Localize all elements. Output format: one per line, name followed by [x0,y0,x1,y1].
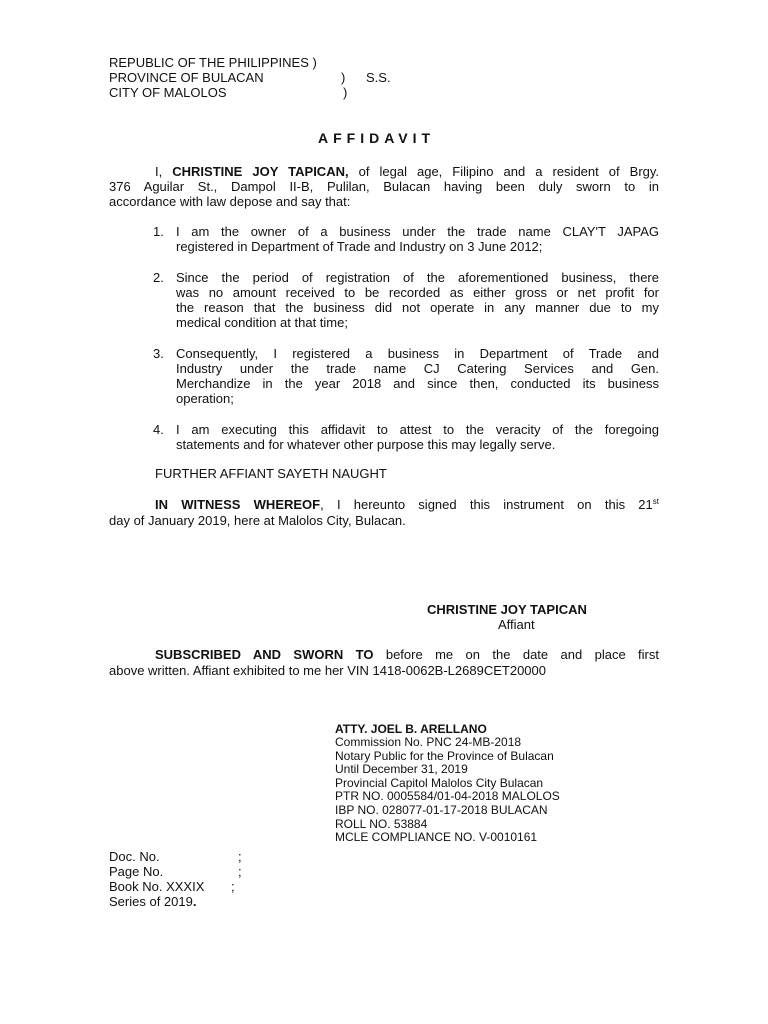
notary-line: Until December 31, 2019 [335,762,468,777]
venue-line-province: PROVINCE OF BULACAN [109,70,264,85]
item-4-line: I am executing this affidavit to attest to the veracity of the foregoing [176,422,659,437]
item-4-line: statements and for whatever other purpose this may legally serve. [176,437,556,452]
item-3-line: Merchandize in the year 2018 and since then, conducted its business [176,376,659,391]
notary-line: PTR NO. 0005584/01-04-2018 MALOLOS [335,789,560,804]
item-number: 3. [153,346,164,361]
item-3-line: operation; [176,391,234,406]
sworn-line-1 [155,647,659,662]
item-1-line: registered in Department of Trade and Industry on 3 June 2012; [176,239,543,254]
venue-line-republic: REPUBLIC OF THE PHILIPPINES ) [109,55,317,70]
venue-paren: ) [341,70,346,85]
notary-name: ATTY. JOEL B. ARELLANO [335,722,487,736]
notary-line: Commission No. PNC 24-MB-2018 [335,735,522,749]
sworn-rest: before me on the date and place first [373,647,660,662]
affiant-name-inline: CHRISTINE JOY TAPICAN, [172,164,349,179]
affiant-role: Affiant [498,617,535,632]
docket-doc: Doc. No. [109,849,160,864]
notary-line: Provincial Capitol Malolos City Bulacan [335,775,544,790]
notary-line: ROLL NO. 53884 [335,816,428,831]
docket-series-text: Series of 2019 [109,894,193,909]
notary-line: MCLE COMPLIANCE NO. V-0010161 [335,830,538,845]
venue-paren: ) [343,85,348,100]
witness-line-1 [155,497,659,512]
intro-rest: of legal age, Filipino and a resident of Brgy. [348,164,660,179]
witness-rest: , I hereunto signed this instrument on this 21 [320,497,653,512]
further-affiant: FURTHER AFFIANT SAYETH NAUGHT [155,466,387,481]
docket-sep: ; [238,864,242,879]
notary-line: IBP NO. 028077-01-17-2018 BULACAN [335,802,548,817]
item-1-line: I am the owner of a business under the trade name CLAY'T JAPAG [176,224,659,239]
sworn-line-2: above written. Affiant exhibited to me her VIN 1418-0062B-L2689CET20000 [109,663,546,678]
venue-line-city: CITY OF MALOLOS [109,85,227,100]
witness-heading: IN WITNESS WHEREOF [155,497,321,512]
docket-series [109,894,196,909]
intro-line-1 [155,164,659,179]
intro-line-3: accordance with law depose and say that: [109,194,351,209]
item-2-line: was no amount received to be recorded as either gross or net profit for [176,285,659,300]
docket-sep: ; [231,879,235,894]
item-2-line: medical condition at that time; [176,315,348,330]
docket-book: Book No. XXXIX [109,879,205,894]
notary-details [335,736,560,845]
document-title: AFFIDAVIT [318,130,436,146]
item-number: 2. [153,270,164,285]
docket-sep: ; [238,849,242,864]
item-number: 4. [153,422,164,437]
notary-line: Notary Public for the Province of Bulacan [335,748,554,763]
witness-ordinal: st [652,497,659,506]
docket-page: Page No. [109,864,164,879]
docket-series-dot: . [192,894,197,909]
item-2-line: Since the period of registration of the aforementioned business, there [176,270,659,285]
item-2-line: the reason that the business did not operate in any manner due to my [176,300,659,315]
item-3-line: Consequently, I registered a business in Department of Trade and [176,346,659,361]
witness-line-2: day of January 2019, here at Malolos City, Bulacan. [109,513,406,528]
item-number: 1. [153,224,164,239]
affiant-name: CHRISTINE JOY TAPICAN [427,602,587,617]
sworn-heading: SUBSCRIBED AND SWORN TO [155,647,374,662]
item-3-line: Industry under the trade name CJ Catering Services and Gen. [176,361,659,376]
venue-ss: S.S. [366,70,391,85]
intro-pre: I, [155,164,173,179]
intro-line-2: 376 Aguilar St., Dampol II-B, Pulilan, Bulacan having been duly sworn to in [109,179,659,194]
